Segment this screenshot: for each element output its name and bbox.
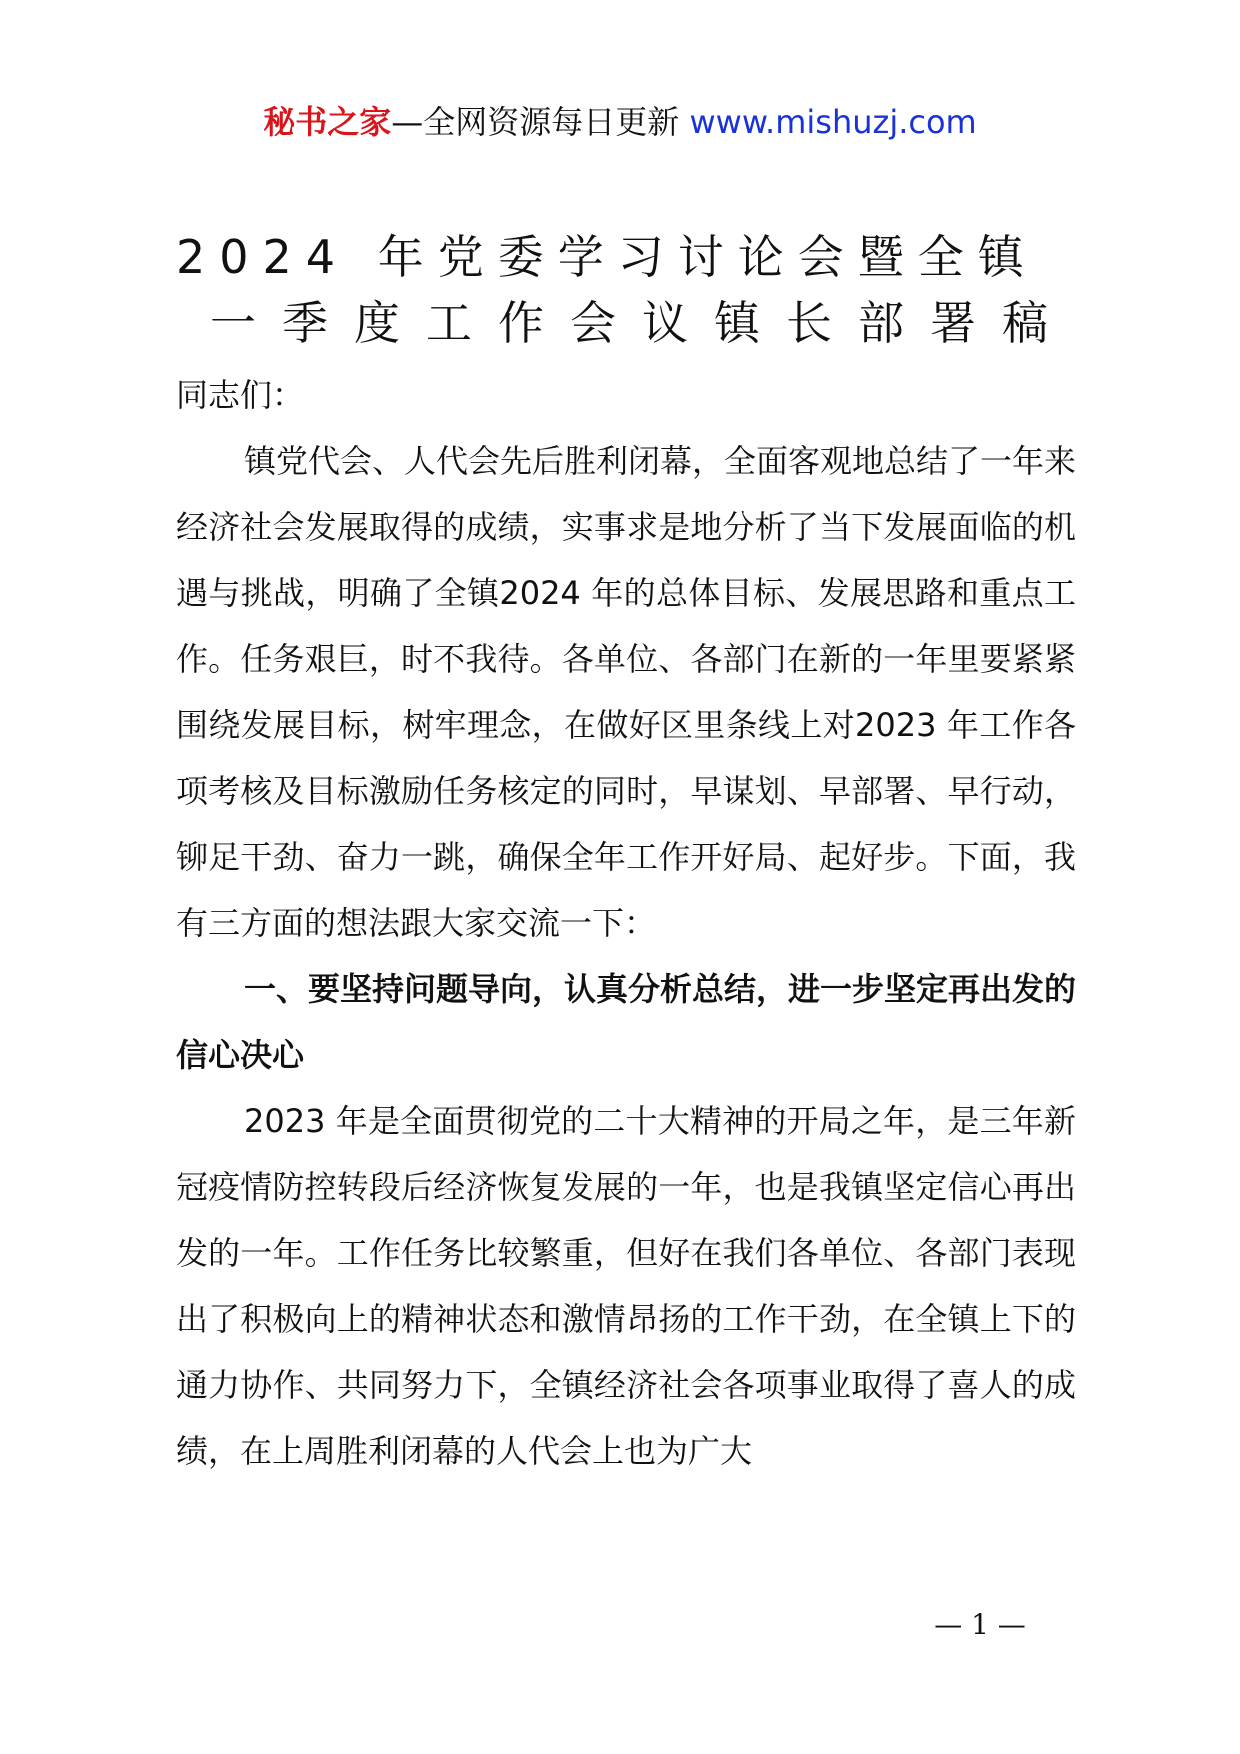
site-url-link[interactable]: www.mishuzj.com <box>689 103 977 141</box>
banner-tagline: —全网资源每日更新 <box>391 103 680 141</box>
paragraph-intro: 镇党代会、人代会先后胜利闭幕，全面客观地总结了一年来经济社会发展取得的成绩，实事求是地分析了当下发展面临的机遇与挑战，明确了全镇2024 年的总体目标、发展思路和重点工作。任务艰巨，时不我待。各单位、各部门在新的一年里要紧紧围绕发展目标，树牢理念，在做好区里条线上对2023 年工作各项考核及目标激励任务核定的同时，早谋划、早部署、早行动，铆足干劲、奋力一跳，确保全年工作开好局、起好步。下面，我有三方面的想法跟大家交流一下： <box>176 442 1077 942</box>
greeting: 同志们： <box>176 376 305 414</box>
document-title-line-1: 2024 年党委学习讨论会暨全镇 <box>176 230 1038 284</box>
document-body <box>176 362 1076 1484</box>
brand-name: 秘书之家 <box>263 103 392 141</box>
document-title-line-2: 一季度工作会议镇长部署稿 <box>210 296 1074 350</box>
section-heading-1: 一、要坚持问题导向，认真分析总结，进一步坚定再出发的信心决心 <box>176 970 1077 1074</box>
site-banner <box>0 96 1240 148</box>
page-number: — 1 — <box>934 1608 1026 1641</box>
paragraph-section-1: 2023 年是全面贯彻党的二十大精神的开局之年，是三年新冠疫情防控转段后经济恢复发展的一年，也是我镇坚定信心再出发的一年。工作任务比较繁重，但好在我们各单位、各部门表现出了积极向上的精神状态和激情昂扬的工作干劲，在全镇上下的通力协作、共同努力下，全镇经济社会各项事业取得了喜人的成绩，在上周胜利闭幕的人代会上也为广大 <box>176 1102 1076 1470</box>
